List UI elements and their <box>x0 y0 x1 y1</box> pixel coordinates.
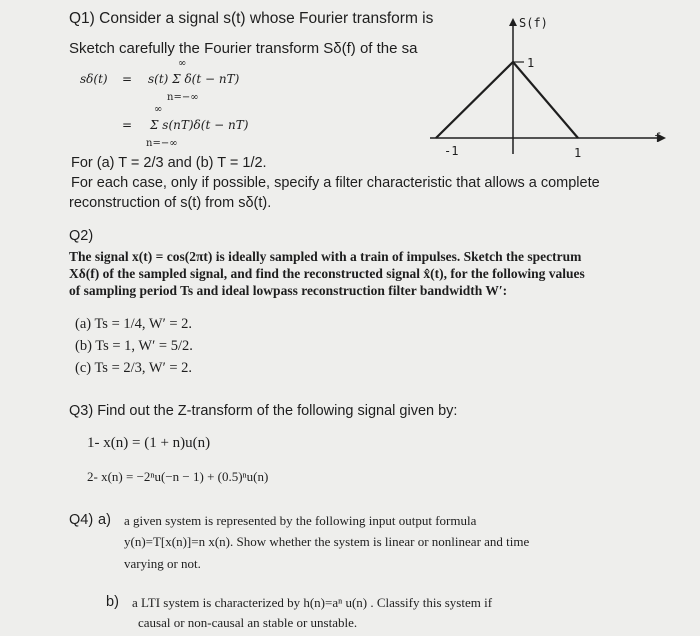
eq1-rhs: s(t) Σ δ(t − nT) <box>148 72 240 86</box>
q2-item-c: (c) Ts = 2/3, W′ = 2. <box>75 360 193 376</box>
eq2-equals: = <box>122 118 133 132</box>
q4-a-line3: varying or not. <box>124 556 201 571</box>
q3-item1: 1- x(n) = (1 + n)u(n) <box>87 435 211 451</box>
q4-a-label: a) <box>98 512 111 528</box>
q2-line1: The signal x(t) = cos(2πt) is ideally sampled with a train of impulses. Sketch the spectrum <box>69 249 582 264</box>
spectrum-graph <box>430 14 670 164</box>
q4-a-line1: a given system is represented by the following input output formula <box>124 513 477 528</box>
q1-title: Q1) Consider a signal s(t) whose Fourier transform is <box>69 10 434 27</box>
graph-neg-tick: -1 <box>444 144 459 158</box>
graph-y-label: S(f) <box>519 16 548 30</box>
q3-item2: 2- x(n) = −2ⁿu(−n − 1) + (0.5)ⁿu(n) <box>87 469 269 484</box>
eq2-sum-bottom: n=−∞ <box>146 138 178 149</box>
q1-sketch-line: Sketch carefully the Fourier transform Sδ(f) of the sa <box>69 40 418 57</box>
eq1-sum-top: ∞ <box>178 58 187 69</box>
q1-for-line: For (a) T = 2/3 and (b) T = 1/2. <box>71 155 267 171</box>
q2-item-a: (a) Ts = 1/4, W′ = 2. <box>75 316 193 332</box>
y-axis-arrow-icon <box>509 18 517 26</box>
q4-b-label: b) <box>106 594 119 610</box>
q4-title: Q4) <box>69 512 94 528</box>
graph-peak-label: 1 <box>527 56 535 70</box>
graph-x-label: f <box>654 131 662 145</box>
q2-line3: of sampling period Ts and ideal lowpass reconstruction filter bandwidth W′: <box>69 283 508 298</box>
q1-recon: reconstruction of s(t) from sδ(t). <box>69 195 272 211</box>
q2-line2: Xδ(f) of the sampled signal, and find the reconstructed signal x̂(t), for the following values <box>69 266 585 281</box>
q3-title: Q3) Find out the Z-transform of the following signal given by: <box>69 403 458 419</box>
eq1-equals: = <box>122 72 133 86</box>
eq2-rhs: Σ s(nT)δ(t − nT) <box>150 118 249 132</box>
q2-item-b: (b) Ts = 1, W′ = 5/2. <box>75 338 193 354</box>
eq2-sum-top: ∞ <box>154 104 163 115</box>
q4-a-line2: y(n)=T[x(n)]=n x(n). Show whether the system is linear or nonlinear and time <box>124 534 530 549</box>
eq1-lhs: sδ(t) <box>80 72 108 86</box>
triangle-spectrum <box>436 62 578 138</box>
q1-each-case: For each case, only if possible, specify a filter characteristic that allows a complete <box>71 175 600 191</box>
q4-b-line1: a LTI system is characterized by h(n)=aⁿ u(n) . Classify this system if <box>132 595 493 610</box>
q4-b-line2: causal or non-causal an stable or unstable. <box>138 615 358 630</box>
graph-pos-tick: 1 <box>574 146 582 160</box>
eq1-sum-bottom: n=−∞ <box>167 92 199 103</box>
q2-title: Q2) <box>69 228 94 244</box>
